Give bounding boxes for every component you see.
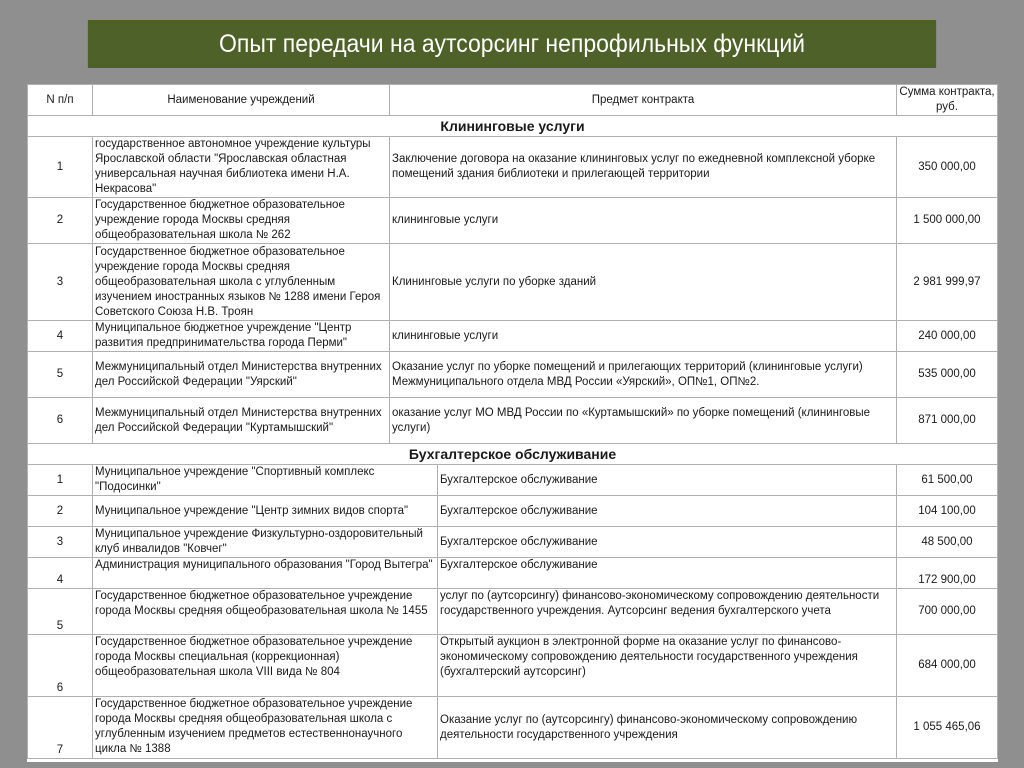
row-num: 5 — [28, 589, 93, 635]
row-num: 6 — [28, 398, 93, 444]
row-sum: 535 000,00 — [897, 352, 998, 398]
section-title: Клининговые услуги — [28, 116, 998, 137]
section-accounting — [28, 444, 998, 465]
table-row — [28, 635, 998, 697]
row-subject: клининговые услуги — [390, 198, 897, 244]
row-subject: Оказание услуг по (аутсорсингу) финансово-экономическому сопровождению деятельности государственного учреждения — [438, 697, 897, 759]
section-title: Бухгалтерское обслуживание — [28, 444, 998, 465]
table-row — [28, 465, 998, 496]
row-subject: услуг по (аутсорсингу) финансово-экономическому сопровождению деятельности государственного учреждения. Аутсорсинг ведения бухгалтерского учета — [438, 589, 897, 635]
row-name: Муниципальное учреждение "Центр зимних видов спорта" — [93, 496, 438, 527]
table-row — [28, 527, 998, 558]
row-num: 3 — [28, 527, 93, 558]
row-sum: 350 000,00 — [897, 137, 998, 198]
row-num: 7 — [28, 697, 93, 759]
row-subject: оказание услуг МО МВД России по «Куртамышский» по уборке помещений (клининговые услуги) — [390, 398, 897, 444]
row-sum: 1 500 000,00 — [897, 198, 998, 244]
row-sum: 172 900,00 — [897, 558, 998, 589]
row-subject: Бухгалтерское обслуживание — [438, 558, 897, 589]
row-name: Государственное бюджетное образовательное учреждение города Москвы средняя общеобразовательная школа № 262 — [93, 198, 390, 244]
row-subject: Открытый аукцион в электронной форме на оказание услуг по финансово-экономическому сопровождению деятельности государственного учреждения (бухгалтерский аутсорсинг) — [438, 635, 897, 697]
row-name: Государственное бюджетное образовательное учреждение города Москвы средняя общеобразовательная школа № 1455 — [93, 589, 438, 635]
row-subject: Бухгалтерское обслуживание — [438, 496, 897, 527]
row-sum: 240 000,00 — [897, 321, 998, 352]
table-row — [28, 352, 998, 398]
row-subject: Клининговые услуги по уборке зданий — [390, 244, 897, 321]
header-num: N п/п — [28, 85, 93, 116]
row-name: Муниципальное учреждение Физкультурно-оздоровительный клуб инвалидов "Ковчег" — [93, 527, 438, 558]
row-subject: Заключение договора на оказание клининговых услуг по ежедневной комплексной уборке помещений здания библиотеки и прилегающей территории — [390, 137, 897, 198]
row-name: государственное автономное учреждение культуры Ярославской области "Ярославская областная универсальная научная библиотека имени Н.А. Некрасова" — [93, 137, 390, 198]
row-name: Государственное бюджетное образовательное учреждение города Москвы средняя общеобразовательная школа с углубленным изучением предметов естественнонаучного цикла № 1388 — [93, 697, 438, 759]
row-sum: 700 000,00 — [897, 589, 998, 635]
table-row — [28, 398, 998, 444]
row-num: 3 — [28, 244, 93, 321]
row-sum: 1 055 465,06 — [897, 697, 998, 759]
table-row — [28, 697, 998, 759]
row-subject: клининговые услуги — [390, 321, 897, 352]
row-name: Администрация муниципального образования "Город Вытегра" — [93, 558, 438, 589]
header-sum: Сумма контракта, руб. — [897, 85, 998, 116]
contracts-table — [27, 84, 998, 759]
slide-title: Опыт передачи на аутсорсинг непрофильных функций — [88, 20, 936, 68]
row-num: 5 — [28, 352, 93, 398]
header-row — [28, 85, 998, 116]
table-row — [28, 137, 998, 198]
row-sum: 48 500,00 — [897, 527, 998, 558]
row-subject: Бухгалтерское обслуживание — [438, 465, 897, 496]
contracts-table-container — [27, 84, 998, 762]
row-sum: 871 000,00 — [897, 398, 998, 444]
row-num: 1 — [28, 465, 93, 496]
row-num: 2 — [28, 198, 93, 244]
row-subject: Оказание услуг по уборке помещений и прилегающих территорий (клининговые услуги) Межмуниципального отдела МВД России «Уярский», ОП№1, ОП№2. — [390, 352, 897, 398]
row-sum: 684 000,00 — [897, 635, 998, 697]
table-row — [28, 244, 998, 321]
row-subject: Бухгалтерское обслуживание — [438, 527, 897, 558]
row-name: Межмуниципальный отдел Министерства внутренних дел Российской Федерации "Куртамышский" — [93, 398, 390, 444]
row-num: 1 — [28, 137, 93, 198]
row-num: 4 — [28, 558, 93, 589]
row-name: Межмуниципальный отдел Министерства внутренних дел Российской Федерации "Уярский" — [93, 352, 390, 398]
row-name: Муниципальное учреждение "Спортивный комплекс "Подосинки" — [93, 465, 438, 496]
row-sum: 61 500,00 — [897, 465, 998, 496]
row-sum: 104 100,00 — [897, 496, 998, 527]
header-name: Наименование учреждений — [93, 85, 390, 116]
row-sum: 2 981 999,97 — [897, 244, 998, 321]
row-num: 4 — [28, 321, 93, 352]
header-subject: Предмет контракта — [390, 85, 897, 116]
table-row — [28, 496, 998, 527]
row-num: 6 — [28, 635, 93, 697]
table-row — [28, 198, 998, 244]
row-name: Государственное бюджетное образовательное учреждение города Москвы средняя общеобразовательная школа с углубленным изучением иностранных языков № 1288 имени Героя Советского Союза Н.В. Троян — [93, 244, 390, 321]
row-name: Государственное бюджетное образовательное учреждение города Москвы специальная (коррекционная) общеобразовательная школа VIII вида № 804 — [93, 635, 438, 697]
table-row — [28, 589, 998, 635]
table-row — [28, 558, 998, 589]
row-num: 2 — [28, 496, 93, 527]
table-row — [28, 321, 998, 352]
row-name: Муниципальное бюджетное учреждение "Центр развития предпринимательства города Перми" — [93, 321, 390, 352]
section-cleaning — [28, 116, 998, 137]
